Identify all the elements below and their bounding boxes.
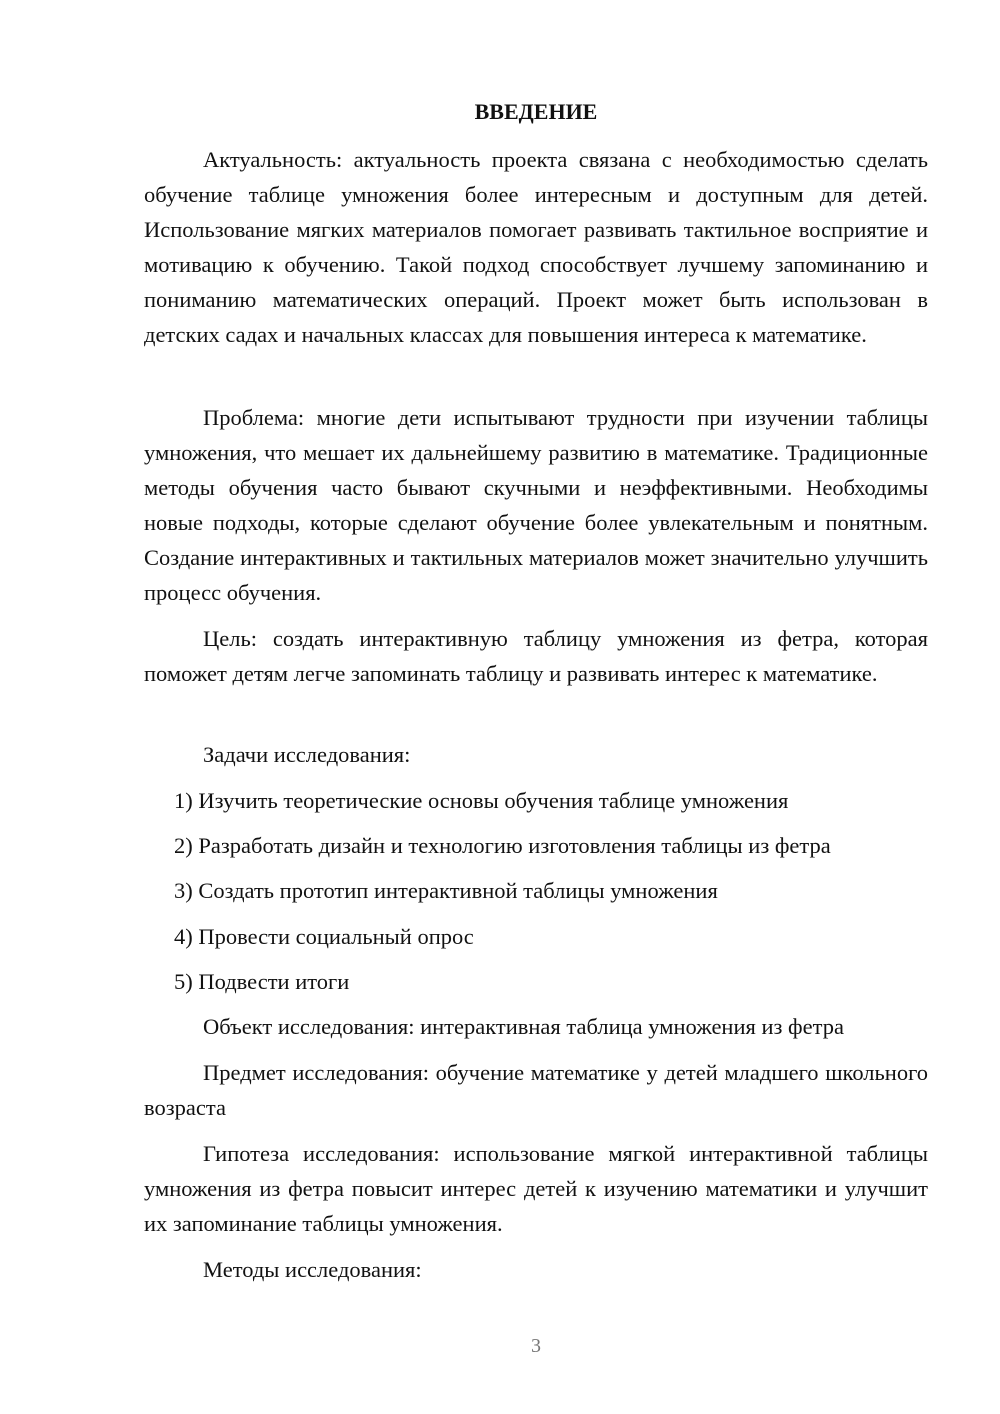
relevance-paragraph: Актуальность: актуальность проекта связана с необходимостью сделать обучение таблице умножения более интересным и доступным для детей. Использование мягких материалов помогает развивать тактильное восприятие и мотивацию к обучению. Такой подход способствует лучшему запоминанию и пониманию математических операций. Проект может быть использован в детских садах и начальных классах для повышения интереса к математике.: [144, 147, 928, 347]
problem-paragraph: Проблема: многие дети испытывают трудности при изучении таблицы умножения, что мешает их дальнейшему развитию в математике. Традиционные методы обучения часто бывают скучными и неэффективными. Необходимы новые подходы, которые сделают обучение более увлекательным и понятным. Создание интерактивных и тактильных материалов может значительно улучшить процесс обучения.: [144, 405, 928, 605]
goal-paragraph: Цель: создать интерактивную таблицу умножения из фетра, которая поможет детям легче запоминать таблицу и развивать интерес к математике.: [144, 626, 928, 686]
subject-paragraph: Предмет исследования: обучение математике у детей младшего школьного возраста: [144, 1060, 928, 1120]
task-item-3: 3) Создать прототип интерактивной таблицы умножения: [174, 878, 718, 903]
hypothesis-paragraph: Гипотеза исследования: использование мягкой интерактивной таблицы умножения из фетра повысит интерес детей к изучению математики и улучшит их запоминание таблицы умножения.: [144, 1141, 928, 1236]
object-paragraph: Объект исследования: интерактивная таблица умножения из фетра: [203, 1014, 844, 1039]
task-item-5: 5) Подвести итоги: [174, 969, 350, 994]
task-item-1: 1) Изучить теоретические основы обучения таблице умножения: [174, 788, 789, 813]
tasks-heading: Задачи исследования:: [203, 742, 411, 767]
task-item-2: 2) Разработать дизайн и технологию изготовления таблицы из фетра: [174, 833, 831, 858]
page-title: ВВЕДЕНИЕ: [474, 99, 598, 124]
page-number: 3: [531, 1335, 541, 1357]
task-item-4: 4) Провести социальный опрос: [174, 924, 474, 949]
methods-heading: Методы исследования:: [203, 1257, 422, 1282]
